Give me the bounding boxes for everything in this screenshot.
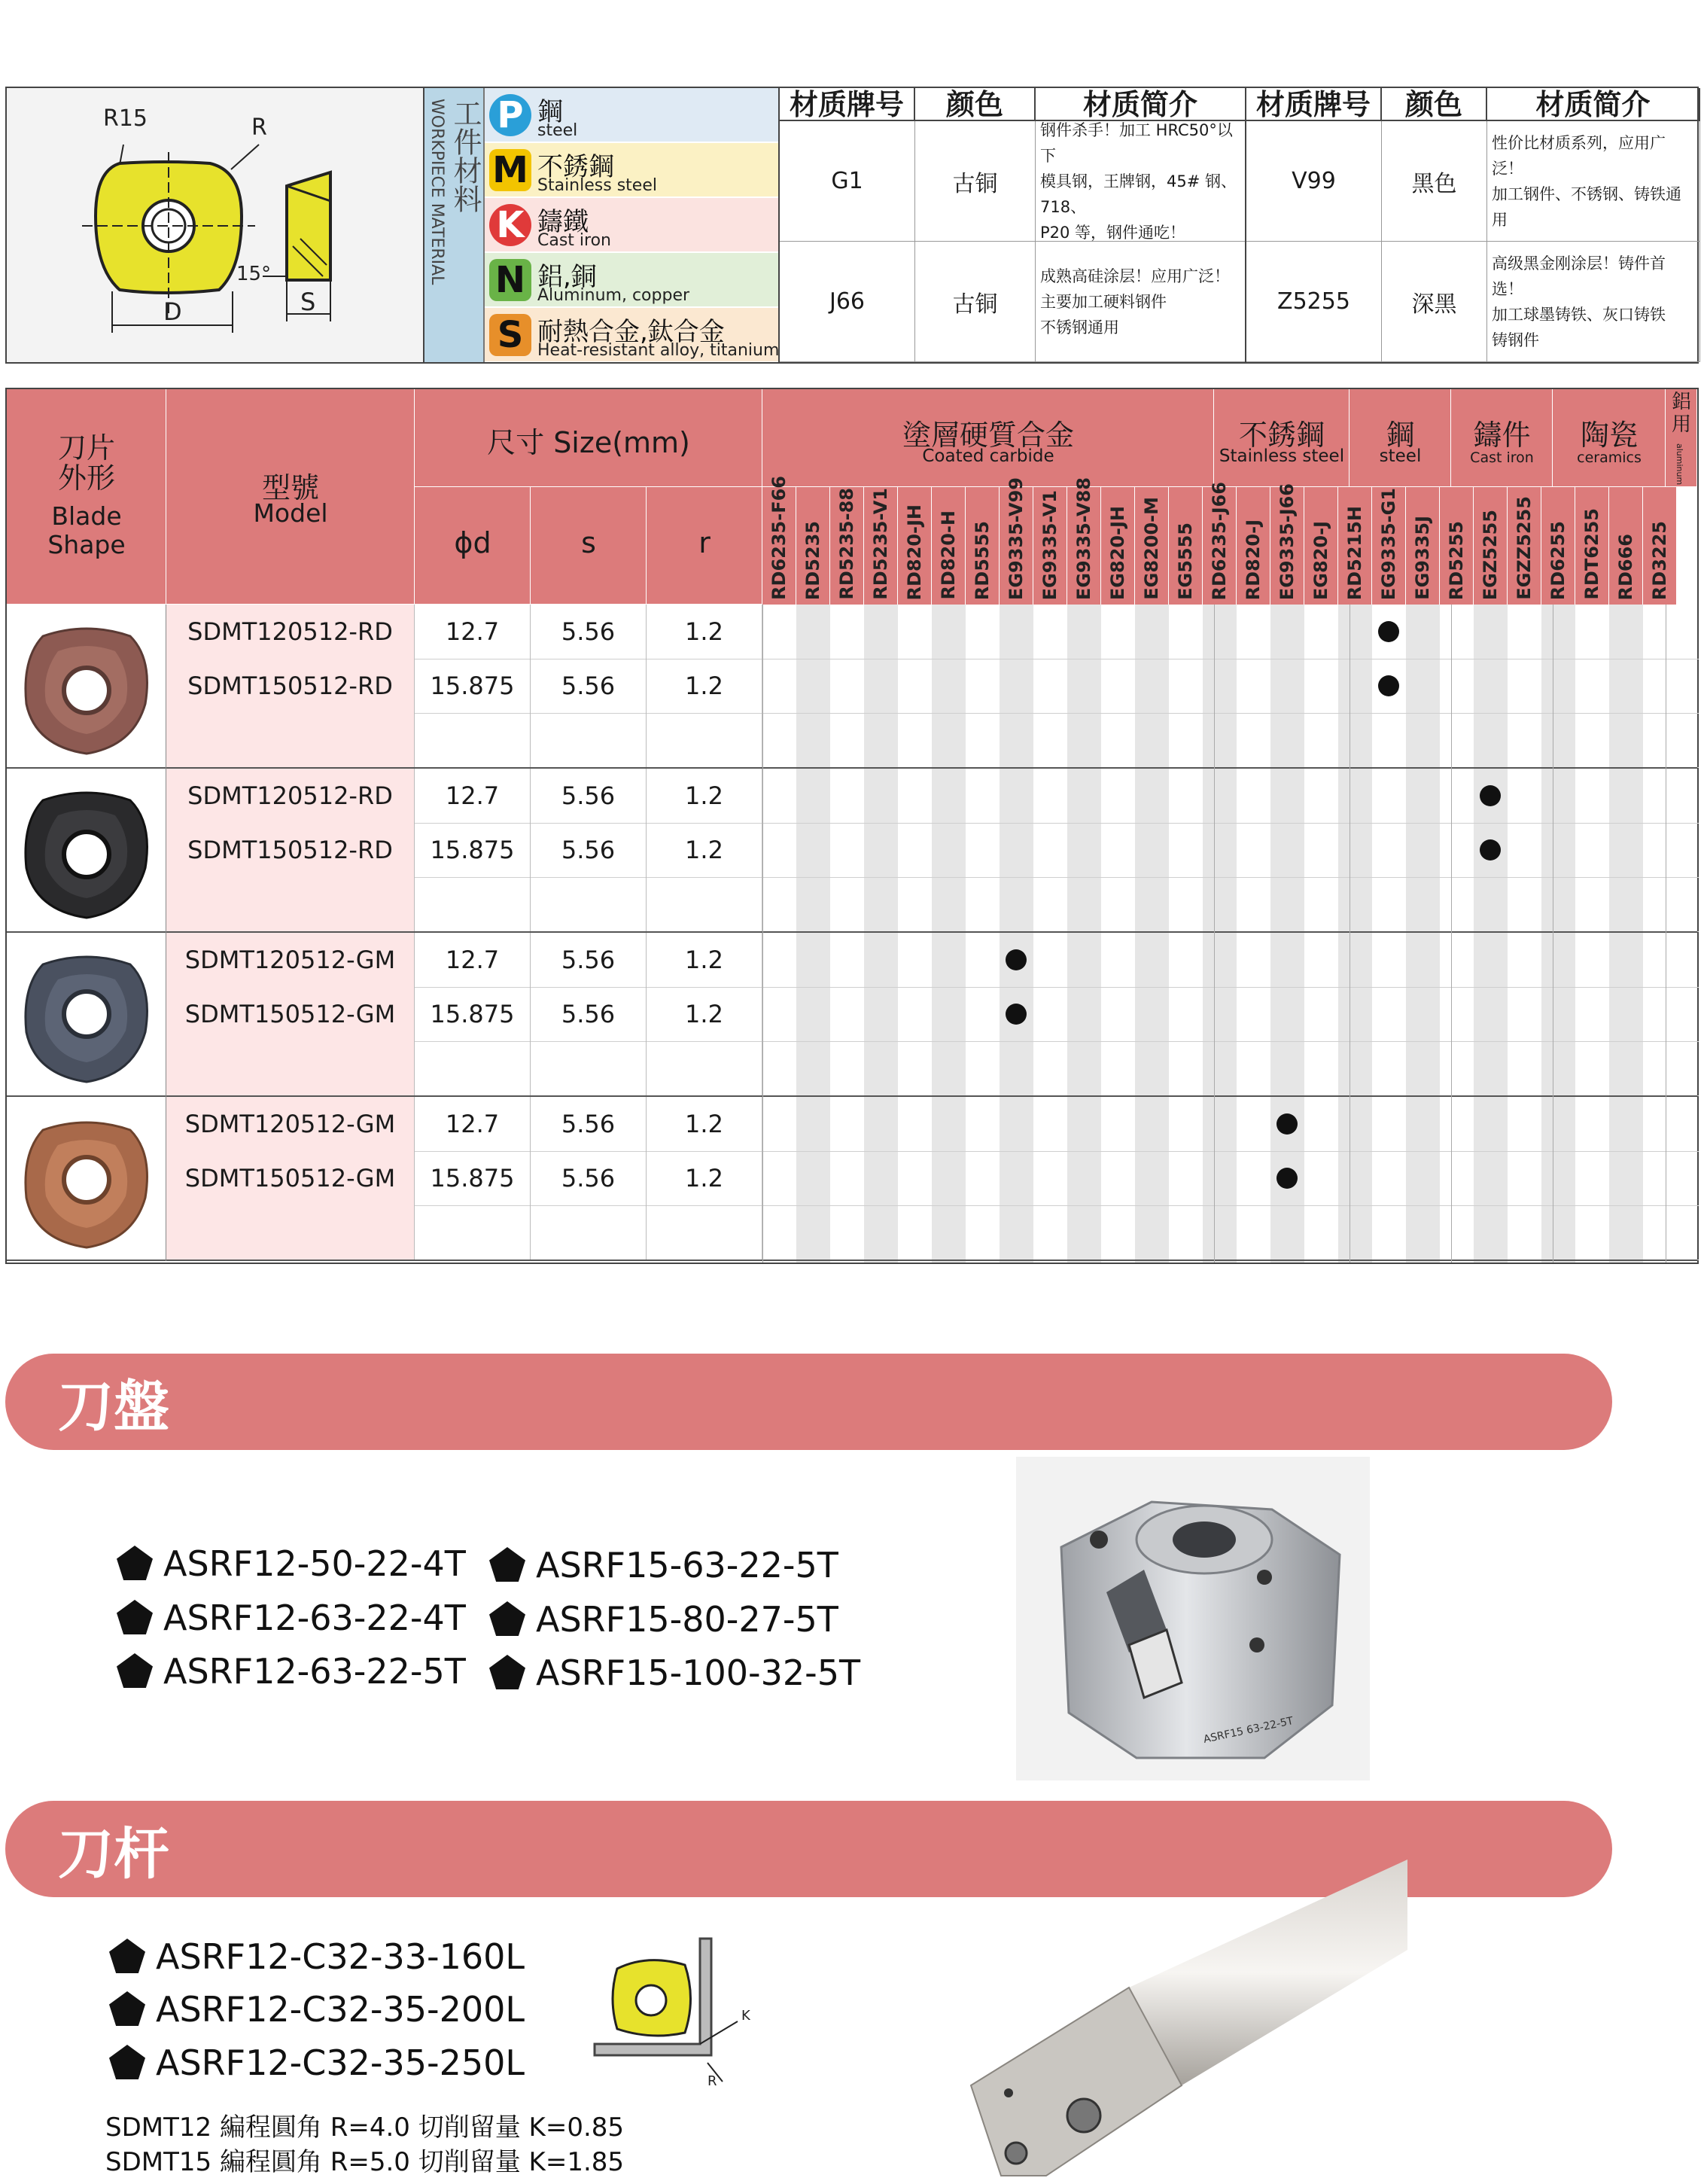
grade-desc: [1036, 242, 1246, 362]
compatibility-dot: [1006, 1004, 1027, 1025]
grade-column-label: RD5255: [1446, 520, 1467, 600]
grade-column-stripe: [864, 605, 898, 1263]
model-cell: SDMT120512-GM: [166, 1097, 415, 1151]
group-divider: [1451, 605, 1452, 1263]
cutter-engraving: ASRF15 63-22-5T: [1202, 1714, 1295, 1746]
material-en: Aluminum, copper: [537, 286, 690, 305]
end-mill-shank-image: [956, 1860, 1407, 2183]
grade-column-stripe: [1237, 605, 1270, 1263]
grade-name: J66: [780, 242, 915, 362]
cutter-model: ASRF15-63-22-5T: [536, 1545, 838, 1585]
grade-column-header: [1169, 487, 1203, 605]
model-header: [166, 389, 415, 605]
size-d-cell: 12.7: [415, 605, 531, 659]
grade-table-right: [1245, 88, 1699, 362]
grade-column-header: [1609, 487, 1643, 605]
material-en: steel: [537, 121, 578, 140]
model-zh: 型號: [261, 471, 319, 504]
material-row: [485, 143, 778, 197]
grade-column-label: RD820-JH: [904, 504, 925, 600]
grade-column-header: [1203, 481, 1237, 605]
size-r-cell: 1.2: [647, 1097, 762, 1151]
face-mill-cutter-image: [1016, 1457, 1370, 1780]
grade-column-stripe: [1338, 605, 1372, 1263]
s-header: [531, 487, 647, 605]
pentagon-bullet-icon: [109, 2045, 145, 2079]
material-badge: N: [489, 259, 531, 301]
model-cell: SDMT120512-GM: [166, 933, 415, 987]
material-zh: 鑄鐵: [537, 207, 589, 237]
size-d-cell: 12.7: [415, 933, 531, 987]
grade-header: 材质牌号: [1246, 88, 1382, 121]
group-zh: 塗層硬質合金: [902, 419, 1074, 452]
group-en: Coated carbide: [922, 446, 1054, 466]
cutter-title: 刀盤: [58, 1375, 169, 1439]
size-r-cell: 1.2: [647, 1151, 762, 1205]
size-r-cell: 1.2: [647, 933, 762, 987]
blade-shape-zh: 刀片外形: [57, 431, 115, 495]
group-ceramics: [1553, 389, 1666, 487]
grade-column-header: [1508, 487, 1541, 605]
grade-column-label: RD6235-J66: [1209, 481, 1230, 600]
grade-column-stripe: [1440, 605, 1474, 1263]
grade-column-stripe: [1000, 605, 1033, 1263]
shank-model: ASRF12-C32-35-200L: [156, 1989, 525, 2030]
group-divider: [1214, 605, 1215, 1263]
grade-column-header: [966, 487, 1000, 605]
grade-name: Z5255: [1246, 242, 1382, 362]
model-cell: SDMT120512-RD: [166, 605, 415, 659]
group-zh: 陶瓷: [1580, 419, 1638, 452]
desc-header: 材质简介: [1036, 88, 1246, 121]
grade-column-label: RD666: [1615, 533, 1636, 600]
size-s-cell: [531, 877, 647, 931]
group-en: Cast iron: [1470, 449, 1534, 466]
group-en: steel: [1379, 446, 1422, 466]
grade-column-stripe: [1372, 605, 1406, 1263]
grade-column-label: RD5235-88: [836, 488, 857, 600]
pentagon-bullet-icon: [109, 1939, 145, 1973]
size-label: 尺寸 Size(mm): [487, 426, 690, 459]
grade-column-stripe: [1033, 605, 1067, 1263]
cutter-item: [117, 1543, 466, 1584]
grade-column-stripe: [1643, 605, 1677, 1263]
shank-model: ASRF12-C32-35-250L: [156, 2042, 525, 2083]
shank-title: 刀杆: [58, 1822, 169, 1887]
size-s-cell: 5.56: [531, 1151, 647, 1205]
group-aluminum: [1666, 389, 1697, 487]
material-zh: 鋁,銅: [537, 262, 597, 292]
grade-color: 古铜: [915, 121, 1036, 242]
corner-radius-diagram: [587, 1931, 760, 2089]
size-d-cell: [415, 713, 531, 767]
grade-column-label: RD820-H: [938, 510, 959, 600]
grade-column-stripe: [932, 605, 966, 1263]
grade-column-label: RD5235-V1: [870, 488, 891, 600]
grade-column-stripe: [1270, 605, 1304, 1263]
grade-column-label: EG9335-V88: [1073, 477, 1094, 600]
material-badge: S: [489, 314, 531, 356]
label-s: S: [300, 288, 316, 316]
material-zh: 耐熱合金,鈦合金: [537, 317, 725, 347]
grade-desc: [1036, 121, 1246, 242]
size-d-cell: [415, 877, 531, 931]
pentagon-bullet-icon: [489, 1655, 525, 1689]
size-d-cell: [415, 1041, 531, 1095]
insert-spec-panel: [5, 87, 1699, 364]
grade-column-stripe: [1169, 605, 1203, 1263]
size-d-cell: 12.7: [415, 1097, 531, 1151]
group-en: Stainless steel: [1219, 446, 1345, 466]
grade-column-label: EG9335J: [1412, 516, 1433, 600]
grade-column-header: [932, 487, 966, 605]
grade-column-header: [1237, 487, 1270, 605]
r-header: [647, 487, 762, 605]
grade-column-header: [796, 487, 830, 605]
model-cell: SDMT120512-RD: [166, 769, 415, 823]
grade-header: 材质牌号: [780, 88, 915, 121]
grade-desc: [1487, 242, 1700, 362]
color-header: 颜色: [915, 88, 1036, 121]
material-en: Stainless steel: [537, 176, 657, 195]
grade-column-stripe: [762, 605, 796, 1263]
group-en: ceramics: [1577, 449, 1642, 466]
size-r-cell: 1.2: [647, 659, 762, 713]
color-header: 颜色: [1382, 88, 1487, 121]
grade-column-header: [1575, 487, 1609, 605]
grade-column-stripe: [1135, 605, 1169, 1263]
desc-line: 铸钢件: [1492, 330, 1539, 349]
group-steel: [1350, 389, 1451, 487]
grade-column-label: RD820-J: [1243, 519, 1264, 600]
label-d: D: [163, 297, 182, 326]
grade-name: V99: [1246, 121, 1382, 242]
grade-column-label: RD6235-F66: [768, 476, 790, 600]
desc-header: 材质简介: [1487, 88, 1700, 121]
insert-selection-table: [5, 388, 1699, 1264]
block-divider: [7, 1260, 1697, 1261]
size-s-cell: 5.56: [531, 769, 647, 823]
cutter-model: ASRF12-63-22-4T: [163, 1598, 466, 1638]
blade-shape-header: [7, 389, 166, 605]
grade-column-stripe: [1304, 605, 1338, 1263]
compatibility-dot: [1480, 785, 1501, 806]
model-en: Model: [253, 498, 328, 528]
grade-column-header: [1372, 487, 1406, 605]
grade-column-label: RDT6255: [1581, 508, 1602, 600]
grade-column-stripe: [1067, 605, 1101, 1263]
group-zh: 鋼: [1386, 419, 1415, 452]
cutter-model: ASRF12-50-22-4T: [163, 1543, 466, 1584]
desc-line: P20 等，钢件通吃！: [1040, 223, 1186, 242]
group-en: aluminum: [1675, 443, 1684, 486]
material-zh: 不銹鋼: [537, 152, 614, 182]
material-en: Cast iron: [537, 231, 612, 250]
cutter-banner: [5, 1354, 1612, 1450]
grade-column-header: [1270, 483, 1304, 605]
grade-column-stripe: [966, 605, 1000, 1263]
group-coated-carbide: [762, 389, 1214, 487]
shank-item: [109, 1989, 525, 2030]
grade-table-left: [778, 88, 1245, 362]
material-row: [485, 253, 778, 307]
insert-geometry-diagram: [7, 88, 424, 362]
model-cell: SDMT150512-GM: [166, 1151, 415, 1205]
grade-column-label: RD5555: [972, 520, 993, 600]
material-row: [485, 88, 778, 142]
size-s-cell: 5.56: [531, 1097, 647, 1151]
size-header: [415, 389, 762, 487]
group-cast-iron: [1451, 389, 1553, 487]
compatibility-dot: [1480, 839, 1501, 861]
size-r-cell: 1.2: [647, 769, 762, 823]
grade-column-header: [864, 487, 898, 605]
model-cell: SDMT150512-RD: [166, 823, 415, 877]
desc-line: 性价比材质系列，应用广泛！: [1492, 133, 1666, 178]
grade-column-stripe: [796, 605, 830, 1263]
size-s-cell: 5.56: [531, 987, 647, 1041]
pentagon-bullet-icon: [109, 1991, 145, 2026]
desc-line: 成熟高硅涂层！应用广泛！: [1040, 267, 1230, 285]
size-r-cell: 1.2: [647, 987, 762, 1041]
cutter-item: [489, 1545, 838, 1585]
grade-column-stripe: [1575, 605, 1609, 1263]
grade-column-label: EG9335-G1: [1378, 487, 1399, 600]
grade-column-header: [1440, 487, 1474, 605]
grade-column-header: [1643, 487, 1677, 605]
s-label: s: [581, 526, 596, 559]
insert-drawing: [7, 88, 421, 362]
size-s-cell: 5.56: [531, 933, 647, 987]
size-d-cell: 12.7: [415, 769, 531, 823]
desc-line: 主要加工硬料钢件: [1040, 292, 1167, 311]
size-r-cell: [647, 713, 762, 767]
insert-image-copper-gm: [13, 1107, 160, 1255]
grade-color: 古铜: [915, 242, 1036, 362]
grade-column-header: [1135, 487, 1169, 605]
label-r: R: [251, 114, 267, 141]
size-d-cell: 15.875: [415, 659, 531, 713]
grade-column-label: RD5215H: [1344, 505, 1365, 600]
size-s-cell: 5.56: [531, 823, 647, 877]
grade-column-stripe: [898, 605, 932, 1263]
insert-image-black-rd: [13, 778, 160, 925]
size-s-cell: [531, 713, 647, 767]
size-d-cell: 15.875: [415, 823, 531, 877]
material-badge: M: [489, 149, 531, 191]
shank-item: [109, 1936, 525, 1977]
group-zh: 鑄件: [1473, 419, 1531, 452]
grade-column-label: EG9335-V99: [1006, 477, 1027, 600]
cutter-model: ASRF15-100-32-5T: [536, 1652, 861, 1693]
size-s-cell: [531, 1205, 647, 1260]
r-label: r: [698, 526, 711, 559]
model-cell: [166, 713, 415, 767]
grade-column-label: EG820-J: [1310, 520, 1331, 600]
grade-column-label: EG8200-M: [1141, 497, 1162, 600]
grade-desc: [1487, 121, 1700, 242]
pentagon-bullet-icon: [117, 1546, 153, 1580]
size-r-cell: 1.2: [647, 823, 762, 877]
grade-column-label: EG9335-V1: [1039, 489, 1060, 600]
grade-column-header: [1000, 477, 1033, 605]
cutter-item: [117, 1651, 466, 1692]
group-zh: 不銹鋼: [1238, 419, 1325, 452]
grade-column-stripe: [1101, 605, 1135, 1263]
desc-line: 钢件杀手！加工 HRC50°以下: [1040, 120, 1233, 165]
shank-note: SDMT15 編程圓角 R=5.0 切削留量 K=1.85: [105, 2147, 625, 2177]
desc-line: 加工球墨铸铁、灰口铸铁: [1492, 305, 1666, 324]
model-cell: SDMT150512-GM: [166, 987, 415, 1041]
compatibility-dot: [1276, 1113, 1298, 1135]
label-angle: 15°: [236, 263, 272, 285]
size-d-cell: 15.875: [415, 987, 531, 1041]
cutter-item: [489, 1652, 860, 1693]
size-s-cell: 5.56: [531, 605, 647, 659]
material-row: [485, 198, 778, 252]
grade-column-header: [762, 476, 796, 605]
blade-shape-en: Blade Shape: [47, 501, 126, 559]
grade-column-header: [1541, 487, 1575, 605]
grade-column-header: [1338, 487, 1372, 605]
insert-image-bronze-rd: [13, 614, 160, 761]
grade-column-stripe: [1203, 605, 1237, 1263]
desc-line: 高级黑金刚涂层！铸件首选！: [1492, 254, 1666, 298]
grade-column-stripe: [1508, 605, 1541, 1263]
size-d-cell: 15.875: [415, 1151, 531, 1205]
shank-note: SDMT12 編程圓角 R=4.0 切削留量 K=0.85: [105, 2112, 625, 2143]
group-divider: [762, 605, 763, 1263]
desc-line: 加工钢件、不锈钢、铸铁通用: [1492, 184, 1681, 229]
grade-column-label: RD3225: [1649, 520, 1670, 600]
grade-column-header: [830, 487, 864, 605]
grade-column-label: EG9335-J66: [1276, 483, 1298, 600]
size-s-cell: [531, 1041, 647, 1095]
desc-line: 模具钢，王牌钢，45# 钢、718、: [1040, 172, 1237, 216]
grade-color: 黑色: [1382, 121, 1487, 242]
label-k: K: [741, 2008, 750, 2024]
cutter-model: ASRF15-80-27-5T: [536, 1599, 838, 1640]
cutter-item: [489, 1599, 838, 1640]
insert-image-gray-gm: [13, 942, 160, 1089]
material-zh: 鋼: [537, 97, 563, 127]
cutter-item: [117, 1598, 466, 1638]
grade-column-label: RD6255: [1547, 520, 1569, 600]
pentagon-bullet-icon: [489, 1601, 525, 1636]
workpiece-material-label: [424, 88, 485, 362]
cutter-model: ASRF12-63-22-5T: [163, 1651, 466, 1692]
material-en: Heat-resistant alloy, titanium: [537, 341, 780, 360]
size-s-cell: 5.56: [531, 659, 647, 713]
pentagon-bullet-icon: [117, 1653, 153, 1688]
compatibility-dot: [1378, 675, 1399, 696]
grade-column-header: [1406, 487, 1440, 605]
shank-item: [109, 2042, 525, 2083]
group-stainless: [1214, 389, 1350, 487]
grade-column-label: EG5555: [1175, 522, 1196, 600]
grade-column-stripe: [1541, 605, 1575, 1263]
grade-column-header: [1101, 487, 1135, 605]
grade-column-label: EGZZ5255: [1514, 496, 1535, 600]
grade-column-header: [1067, 477, 1101, 605]
material-row: [485, 308, 778, 362]
label-r: R: [707, 2073, 717, 2089]
grade-color: 深黑: [1382, 242, 1487, 362]
grade-column-stripe: [830, 605, 864, 1263]
grade-column-stripe: [1474, 605, 1508, 1263]
phi-d-header: [415, 487, 531, 605]
model-cell: [166, 877, 415, 931]
compatibility-dot: [1276, 1168, 1298, 1189]
model-cell: [166, 1041, 415, 1095]
size-d-cell: [415, 1205, 531, 1260]
workpiece-label-en: WORKPIECE MATERIAL: [428, 99, 446, 285]
workpiece-label-zh: 工件材料: [449, 99, 482, 213]
grade-column-header: [1474, 487, 1508, 605]
size-r-cell: 1.2: [647, 605, 762, 659]
label-r15: R15: [103, 105, 148, 132]
grade-column-stripe: [1406, 605, 1440, 1263]
shank-model: ASRF12-C32-33-160L: [156, 1936, 525, 1977]
model-cell: [166, 1205, 415, 1260]
grade-name: G1: [780, 121, 915, 242]
size-r-cell: [647, 877, 762, 931]
compatibility-dot: [1006, 949, 1027, 970]
pentagon-bullet-icon: [117, 1600, 153, 1634]
material-badge: P: [489, 94, 531, 136]
desc-line: 不锈钢通用: [1040, 318, 1119, 337]
grade-column-stripe: [1609, 605, 1643, 1263]
phi-d-label: ϕd: [454, 526, 491, 559]
grade-column-header: [1033, 487, 1067, 605]
grade-column-label: EG820-JH: [1107, 505, 1128, 600]
grade-column-label: RD5235: [802, 520, 823, 600]
pentagon-bullet-icon: [489, 1547, 525, 1582]
grade-column-label: EGZ5255: [1480, 509, 1501, 600]
grade-column-header: [1304, 487, 1338, 605]
size-r-cell: [647, 1205, 762, 1260]
material-badge: K: [489, 204, 531, 246]
model-cell: SDMT150512-RD: [166, 659, 415, 713]
grade-column-header: [898, 487, 932, 605]
group-zh: 鋁用: [1671, 391, 1691, 436]
compatibility-dot: [1378, 621, 1399, 642]
size-r-cell: [647, 1041, 762, 1095]
